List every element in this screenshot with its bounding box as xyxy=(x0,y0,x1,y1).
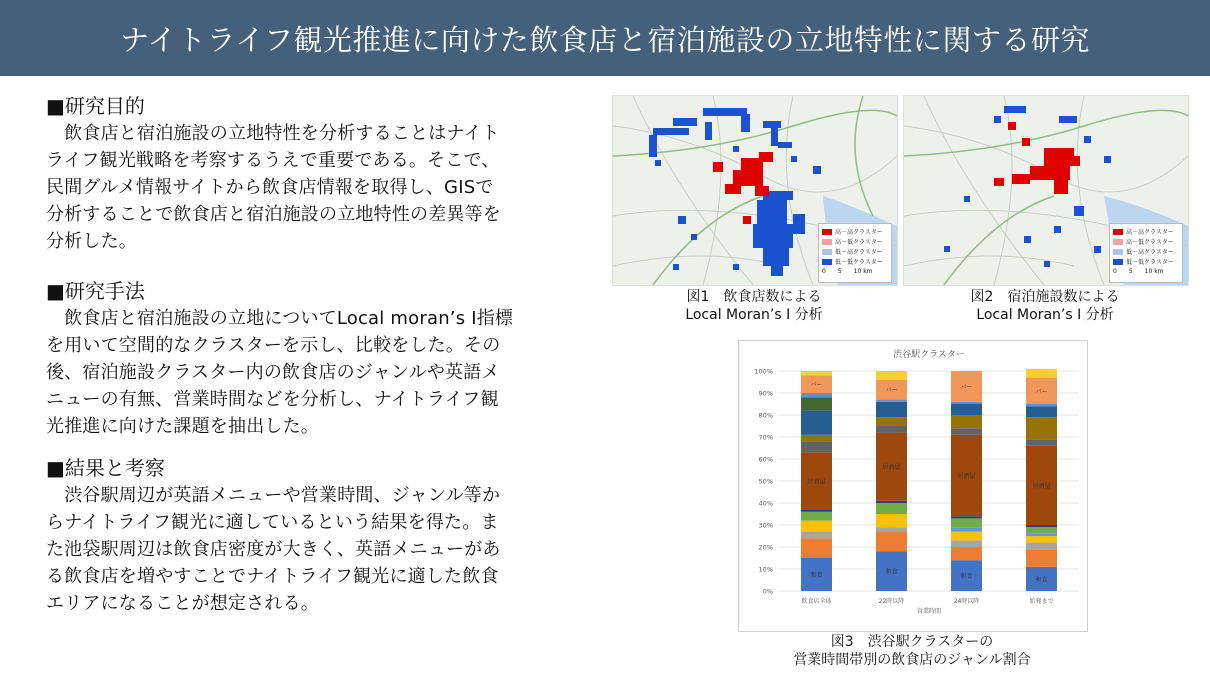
x-tick-label: 始発まで xyxy=(1029,598,1054,605)
legend-label: 低－高クラスター xyxy=(1126,249,1174,256)
map-legend xyxy=(818,223,892,283)
bar-segment xyxy=(801,532,832,539)
data-label: 居酒屋 xyxy=(957,473,976,480)
text-column xyxy=(46,92,602,631)
page-title: ナイトライフ観光推進に向けた飲食店と宿泊施設の立地特性に関する研究 xyxy=(0,0,1210,76)
bar-segment xyxy=(876,426,907,433)
legend-label: 高－高クラスター xyxy=(835,229,883,236)
legend-swatch xyxy=(822,229,832,235)
scale-bar: 0 5 10 km xyxy=(822,268,873,275)
scale-bar: 0 5 10 km xyxy=(1113,268,1164,275)
stacked-bar-chart xyxy=(738,340,1088,632)
bar-segment xyxy=(1026,534,1057,536)
bar-segment xyxy=(801,521,832,532)
bar-segment xyxy=(876,371,907,380)
legend-swatch xyxy=(822,249,832,255)
legend-label: 低－高クラスター xyxy=(835,249,883,256)
map-legend xyxy=(1109,223,1183,283)
bar-segment xyxy=(951,428,982,435)
y-tick-label: 50% xyxy=(758,477,773,486)
bar-segment xyxy=(876,402,907,417)
bar-segment xyxy=(951,527,982,531)
data-label: バー xyxy=(885,387,898,395)
data-label: 居酒屋 xyxy=(882,464,901,472)
text-line: ライフ観光戦略を考察するうえで重要である。そこで、 xyxy=(46,150,500,171)
bar-segment xyxy=(801,411,832,435)
text-line: 飲食店と宿泊施設の立地特性を分析することはナイト xyxy=(46,123,500,144)
figure-3-caption: 図3 渋谷駅クラスターの 営業時間帯別の飲食店のジャンル割合 xyxy=(793,634,1031,668)
y-tick-label: 0% xyxy=(762,587,773,596)
y-tick-label: 60% xyxy=(758,455,773,464)
map-restaurants xyxy=(612,95,898,286)
bar-segment xyxy=(876,503,907,514)
y-tick-label: 80% xyxy=(758,411,773,420)
legend-swatch xyxy=(1113,239,1123,245)
bar-segment xyxy=(1026,417,1057,439)
bar-segment xyxy=(801,441,832,452)
legend-swatch xyxy=(1113,229,1123,235)
text-line: 渋谷駅周辺が英語メニューや営業時間、ジャンル等か xyxy=(46,485,501,506)
chart-svg xyxy=(739,341,1087,631)
data-label: 和食 xyxy=(810,572,823,579)
x-axis-label: 営業時間 xyxy=(916,608,942,615)
x-tick-label: 飲食店全体 xyxy=(801,598,832,605)
bar-segment xyxy=(1026,369,1057,378)
y-tick-label: 10% xyxy=(758,565,773,574)
data-label: バー xyxy=(960,383,973,391)
bar-segment xyxy=(801,397,832,410)
text-line: らナイトライフ観光に適しているという結果を得た。ま xyxy=(46,512,499,533)
bar-segment xyxy=(876,514,907,527)
section-body-results xyxy=(46,482,602,617)
bar-segment xyxy=(876,400,907,402)
section-heading-method: ■研究手法 xyxy=(46,279,145,303)
legend-label: 高－低クラスター xyxy=(835,239,883,246)
section-body-purpose xyxy=(46,120,602,255)
figure-2-caption: 図2 宿泊施設数による Local Moran’s I 分析 xyxy=(970,289,1120,323)
legend-label: 低－低クラスター xyxy=(1126,259,1174,266)
y-tick-label: 70% xyxy=(758,433,773,442)
legend-swatch xyxy=(1113,249,1123,255)
bar-segment xyxy=(876,501,907,503)
data-label: 居酒屋 xyxy=(807,478,826,486)
bar-segment xyxy=(1026,404,1057,406)
legend-swatch xyxy=(822,259,832,265)
legend-label: 高－高クラスター xyxy=(1126,229,1174,236)
bar-segment xyxy=(876,532,907,552)
bar-segment xyxy=(876,417,907,426)
bar-segment xyxy=(951,547,982,560)
text-line: 民間グルメ情報サイトから飲食店情報を取得し、GISで xyxy=(46,177,494,198)
bar-segment xyxy=(951,532,982,541)
data-label: バー xyxy=(1035,388,1048,396)
bar-segment xyxy=(951,540,982,547)
text-line: 後、宿泊施設クラスター内の飲食店のジャンルや英語メ xyxy=(46,362,500,383)
y-tick-label: 40% xyxy=(758,499,773,508)
section-body-method xyxy=(46,305,602,440)
bar-segment xyxy=(1026,527,1057,534)
bar-segment xyxy=(1026,543,1057,550)
bar-segment xyxy=(801,435,832,442)
text-line: 光推進に向けた課題を抽出した。 xyxy=(46,416,319,437)
bar-segment xyxy=(801,510,832,512)
bar-segment xyxy=(801,393,832,397)
bar-segment xyxy=(801,538,832,558)
bar-segment xyxy=(951,516,982,518)
bar-segment xyxy=(876,527,907,531)
data-label: 和食 xyxy=(885,568,898,576)
bar-segment xyxy=(951,404,982,415)
data-label: バー xyxy=(810,381,823,389)
bar-segment xyxy=(951,402,982,404)
bar-segment xyxy=(1026,406,1057,417)
section-heading-results: ■結果と考察 xyxy=(46,456,165,480)
text-line: 分析することで飲食店と宿泊施設の立地特性の差異等を xyxy=(46,204,501,225)
bar-segment xyxy=(801,371,832,375)
x-tick-label: 22時以降 xyxy=(878,598,905,605)
text-line: た池袋駅周辺は飲食店密度が大きく、英語メニューがあ xyxy=(46,539,501,560)
text-line: エリアになることが想定される。 xyxy=(46,593,319,614)
chart-title: 渋谷駅クラスター xyxy=(893,350,965,360)
bar-segment xyxy=(1026,536,1057,543)
map-lodging xyxy=(903,95,1189,286)
data-label: 和食 xyxy=(960,573,973,581)
section-heading-purpose: ■研究目的 xyxy=(46,94,145,118)
data-label: 和食 xyxy=(1035,576,1048,584)
y-tick-label: 90% xyxy=(758,389,773,398)
x-tick-label: 24時以降 xyxy=(953,598,980,605)
legend-swatch xyxy=(822,239,832,245)
text-line: ニューの有無、営業時間などを分析し、ナイトライフ観 xyxy=(46,389,499,410)
bar-segment xyxy=(951,415,982,428)
legend-label: 高－低クラスター xyxy=(1126,239,1174,246)
bar-segment xyxy=(801,512,832,521)
y-tick-label: 20% xyxy=(758,543,773,552)
figure-1-caption: 図1 飲食店数による Local Moran’s I 分析 xyxy=(685,289,823,323)
text-line: を用いて空間的なクラスターを示し、比較をした。その xyxy=(46,335,501,356)
text-line: 飲食店と宿泊施設の立地についてLocal moran’s I指標 xyxy=(46,308,514,329)
legend-swatch xyxy=(1113,259,1123,265)
bar-segment xyxy=(1026,525,1057,527)
y-tick-label: 100% xyxy=(754,367,773,376)
text-line: 分析した。 xyxy=(46,231,137,252)
data-label: 居酒屋 xyxy=(1032,482,1051,490)
bar-segment xyxy=(1026,549,1057,567)
bar-segment xyxy=(951,518,982,527)
bar-segment xyxy=(1026,439,1057,446)
y-tick-label: 30% xyxy=(758,521,773,530)
legend-label: 低－低クラスター xyxy=(835,259,883,266)
text-line: る飲食店を増やすことでナイトライフ観光に適した飲食 xyxy=(46,566,499,587)
